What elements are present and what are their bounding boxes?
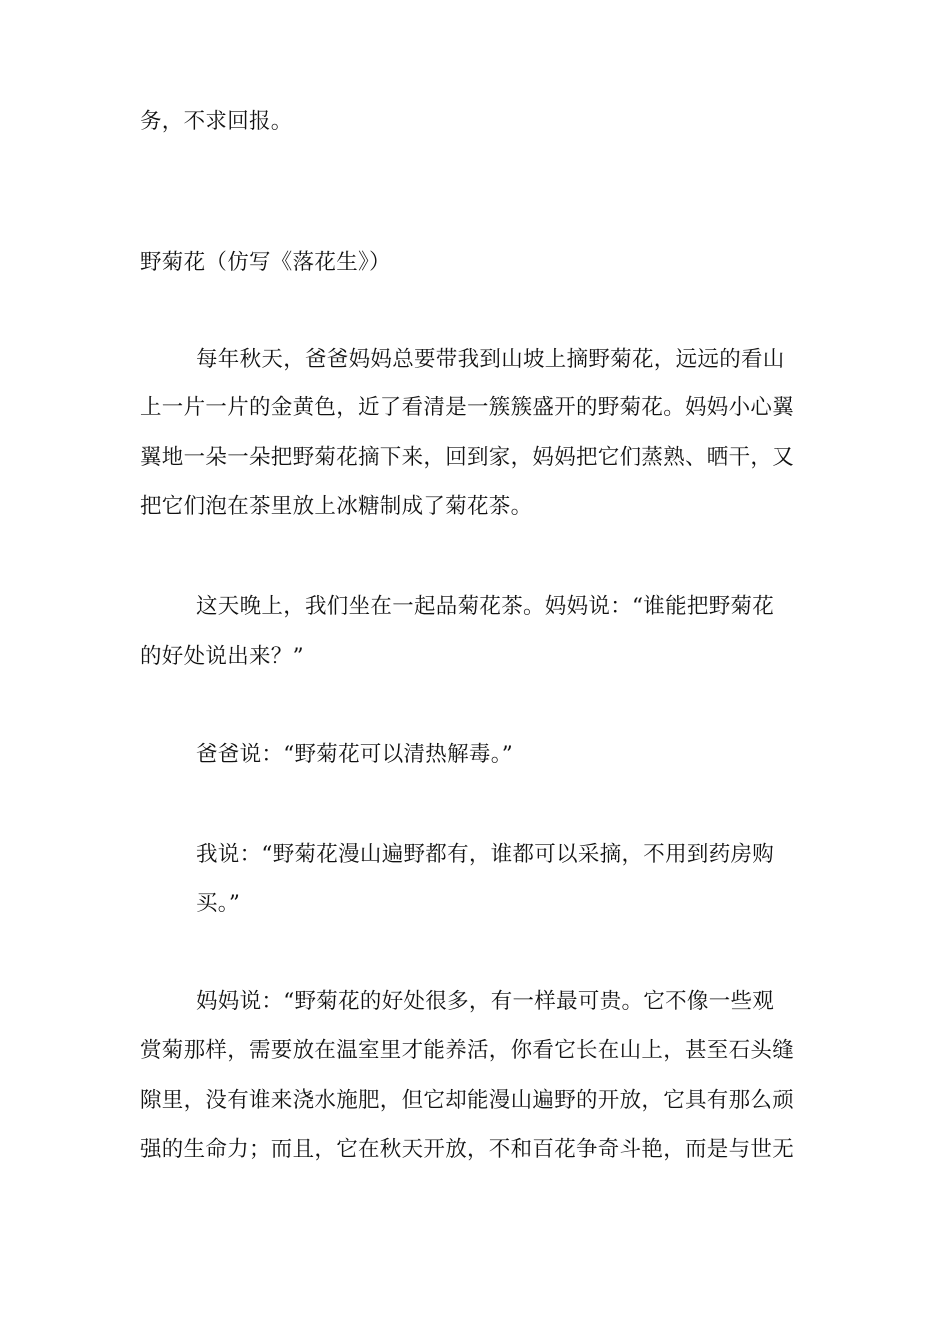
paragraph-3-line-1: 爸爸说：“野菊花可以清热解毒。”: [196, 742, 514, 767]
paragraph-4-line-2: 买。”: [196, 891, 241, 916]
paragraph-2-line-2: 的好处说出来？”: [140, 644, 304, 669]
paragraph-2-line-1: 这天晚上，我们坐在一起品菊花茶。妈妈说：“谁能把野菊花: [196, 594, 775, 619]
continuation-line: 务，不求回报。: [140, 109, 293, 134]
paragraph-1-line-3: 翼地一朵一朵把野菊花摘下来，回到家，妈妈把它们蒸熟、晒干，又: [140, 445, 795, 470]
paragraph-4-line-1: 我说：“野菊花漫山遍野都有，谁都可以采摘，不用到药房购: [196, 842, 775, 867]
paragraph-1-line-4: 把它们泡在茶里放上冰糖制成了菊花茶。: [140, 494, 533, 519]
paragraph-5-line-2: 赏菊那样，需要放在温室里才能养活，你看它长在山上，甚至石头缝: [140, 1038, 795, 1063]
paragraph-1-line-1: 每年秋天，爸爸妈妈总要带我到山坡上摘野菊花，远远的看山: [196, 347, 785, 372]
paragraph-1-line-2: 上一片一片的金黄色，近了看清是一簇簇盛开的野菊花。妈妈小心翼: [140, 395, 795, 420]
paragraph-5-line-1: 妈妈说：“野菊花的好处很多，有一样最可贵。它不像一些观: [196, 989, 775, 1014]
article-title: 野菊花（仿写《落花生》）: [140, 250, 391, 275]
paragraph-5-line-3: 隙里，没有谁来浇水施肥，但它却能漫山遍野的开放，它具有那么顽: [140, 1088, 795, 1113]
paragraph-5-line-4: 强的生命力；而且，它在秋天开放，不和百花争奇斗艳，而是与世无: [140, 1137, 795, 1162]
